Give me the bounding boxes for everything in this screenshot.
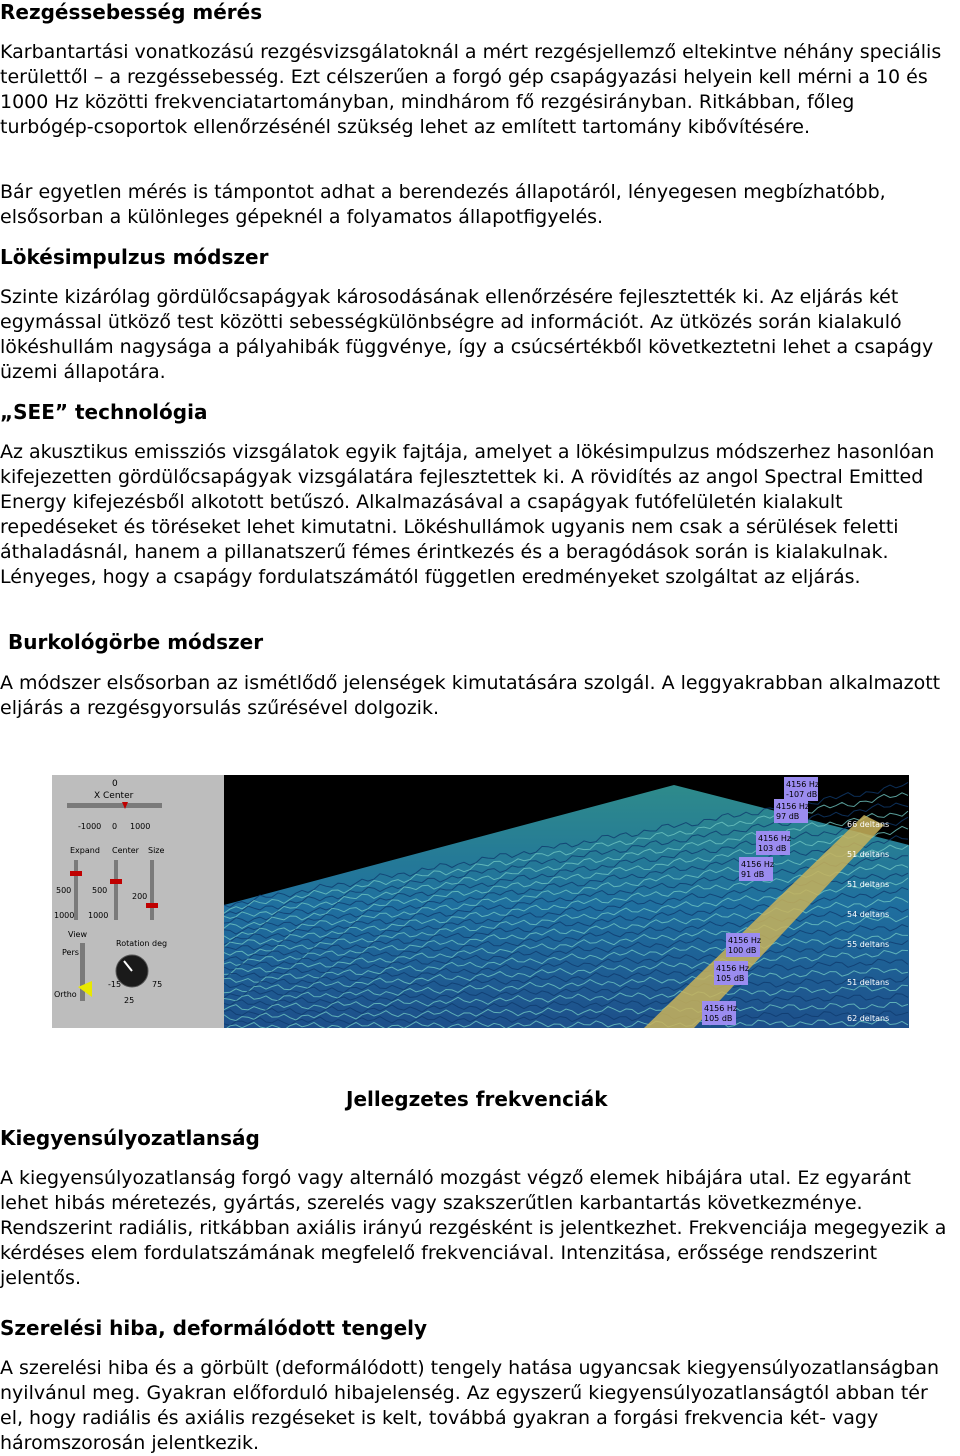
- x-center-track[interactable]: [67, 803, 162, 808]
- x-center-value: 0: [112, 779, 118, 789]
- panel-value-9: -15: [108, 980, 122, 989]
- paragraph-see-technologia: Az akusztikus emissziós vizsgálatok egyik fajtája, amelyet a lökésimpulzus módszerhez hasonlóan kifejezetten gördülőcsapágyak vizsgálatára fejlesztettek ki. A rövidítés az angol Spectral Emitted Energy kifejezésből alkotott betűszó. Alkalmazásával a csapágyak futófelületén kialakult repedéseket és töréseket lehet kimutatni. Lökéshullámok ugyanis nem csak a sérülések feletti áthaladásnál, hanem a pillanatszerű fémes érintkezés és a beragódások során is kialakulnak. Lényeges, hogy a csapágy fordulatszámától független eredményeket szolgáltat az eljárás.: [0, 441, 935, 588]
- deltans-label: 66 deltans: [847, 820, 890, 829]
- deltans-label: 51 deltans: [847, 978, 890, 987]
- frequency-marker-label: 4156 Hz: [786, 780, 820, 789]
- pers-label: Pers: [62, 948, 79, 957]
- expand-slider-track[interactable]: [74, 860, 78, 920]
- view-label: View: [68, 930, 87, 939]
- frequency-marker-label: 4156 Hz: [741, 860, 775, 869]
- panel-value-4: 500: [56, 886, 72, 895]
- size-slider-track[interactable]: [150, 860, 154, 920]
- frequency-marker-label: 105 dB: [704, 1014, 733, 1023]
- paragraph-rezgessebesseg-1: Karbantartási vonatkozású rezgésvizsgálatoknál a mért rezgésjellemző eltekintve néhány speciális területtől – a rezgéssebesség. Ezt célszerűen a forgó gép csapágyazási helyein kell mérni a 10 és 1000 Hz közötti frekvenciatartományban, mindhárom fő rezgésirányban. Ritkábban, főleg turbógép-csoportok ellenőrzésénél szükség lehet az említett tartomány kibővítésére.: [0, 41, 942, 138]
- frequency-marker-label: -107 dB: [786, 790, 818, 799]
- center-slider-thumb[interactable]: [110, 879, 122, 884]
- frequency-marker-label: 103 dB: [758, 844, 787, 853]
- frequency-marker-label: 4156 Hz: [716, 964, 750, 973]
- frequency-marker-label: 4156 Hz: [728, 936, 762, 945]
- expand-label: Expand: [70, 846, 100, 855]
- deltans-label: 54 deltans: [847, 910, 890, 919]
- figure-caption: Jellegzetes frekvenciák: [346, 1087, 608, 1111]
- heading-szerelesi-hiba: Szerelési hiba, deformálódott tengely: [0, 1316, 428, 1340]
- panel-value-1: -1000: [78, 822, 102, 831]
- panel-value-6: 200: [132, 892, 148, 901]
- center-label: Center: [112, 846, 139, 855]
- size-slider-thumb[interactable]: [146, 903, 158, 908]
- waterfall-plot-graphic: [224, 775, 909, 1028]
- paragraph-lokesimpulzus: Szinte kizárólag gördülőcsapágyak károsodásának ellenőrzésére fejlesztették ki. Az eljárás két egymással ütköző test közötti sebességkülönbségre ad információt. Az ütközés során kialakuló lökéshullám nagysága a pályahibák függvénye, így a csúcsértékből következtetni lehet a csapágy üzemi állapotára.: [0, 286, 934, 383]
- control-panel: [52, 775, 224, 1028]
- frequency-marker-label: 105 dB: [716, 974, 745, 983]
- deltans-label: 62 deltans: [847, 1014, 890, 1023]
- panel-value-7: 1000: [54, 911, 75, 920]
- paragraph-kiegyensulyozatlansag: A kiegyensúlyozatlanság forgó vagy alternáló mozgást végző elemek hibájára utal. Ez egyaránt lehet hibás méretezés, gyártás, szerelés vagy szakszerűtlen karbantartás következménye. Rendszerint radiális, ritkábban axiális irányú rezgésként is jelentkezhet. Frekvenciája megegyezik a kérdéses elem fordulatszámának megfelelő frekvenciával. Intenzitása, erőssége rendszerint jelentős.: [0, 1167, 947, 1289]
- heading-see-technologia: „SEE” technológia: [0, 400, 208, 424]
- view-slider-track[interactable]: [80, 943, 85, 1001]
- center-slider-track[interactable]: [114, 860, 118, 920]
- frequency-marker-label: 4156 Hz: [776, 802, 810, 811]
- waterfall-plot: [224, 775, 909, 1028]
- panel-value-3: 1000: [130, 822, 151, 831]
- frequency-marker-label: 97 dB: [776, 812, 800, 821]
- heading-kiegyensulyozatlansag: Kiegyensúlyozatlanság: [0, 1126, 260, 1150]
- frequency-marker-label: 100 dB: [728, 946, 757, 955]
- x-center-label: X Center: [94, 791, 134, 801]
- paragraph-szerelesi-hiba: A szerelési hiba és a görbült (deformálódott) tengely hatása ugyancsak kiegyensúlyozatlanságban nyilvánul meg. Gyakran előforduló hibajelenség. Az egyszerű kiegyensúlyozatlanságtól abban tér el, hogy radiális és axiális rezgéseket is kelt, továbbá gyakran a forgási frekvencia két- vagy háromszorosán jelentkezik.: [0, 1357, 940, 1454]
- rotation-label: Rotation deg: [116, 939, 168, 948]
- panel-value-8: 1000: [88, 911, 109, 920]
- waterfall-spectrum-figure: [52, 775, 909, 1028]
- deltans-label: 51 deltans: [847, 850, 890, 859]
- frequency-marker-label: 4156 Hz: [758, 834, 792, 843]
- paragraph-rezgessebesseg-2: Bár egyetlen mérés is támpontot adhat a berendezés állapotáról, lényegesen megbízhatóbb, elsősorban a különleges gépeknél a folyamatos állapotfigyelés.: [0, 181, 886, 228]
- heading-rezgessebesseg: Rezgéssebesség mérés: [0, 0, 263, 24]
- heading-burkologorbe: Burkológörbe módszer: [8, 630, 264, 654]
- expand-slider-thumb[interactable]: [70, 871, 82, 876]
- panel-value-11: 75: [152, 980, 163, 989]
- frequency-marker-label: 91 dB: [741, 870, 765, 879]
- panel-value-2: 0: [112, 822, 118, 831]
- deltans-label: 51 deltans: [847, 880, 890, 889]
- panel-value-5: 500: [92, 886, 108, 895]
- size-label: Size: [148, 846, 165, 855]
- control-panel-graphic: [52, 775, 224, 1028]
- ortho-label: Ortho: [54, 990, 77, 999]
- panel-value-10: 25: [124, 996, 135, 1005]
- deltans-label: 55 deltans: [847, 940, 890, 949]
- frequency-marker-label: 4156 Hz: [704, 1004, 738, 1013]
- paragraph-burkologorbe: A módszer elsősorban az ismétlődő jelenségek kimutatására szolgál. A leggyakrabban alkalmazott eljárás a rezgésgyorsulás szűrésével dolgozik.: [0, 672, 941, 719]
- heading-lokesimpulzus: Lökésimpulzus módszer: [0, 245, 269, 269]
